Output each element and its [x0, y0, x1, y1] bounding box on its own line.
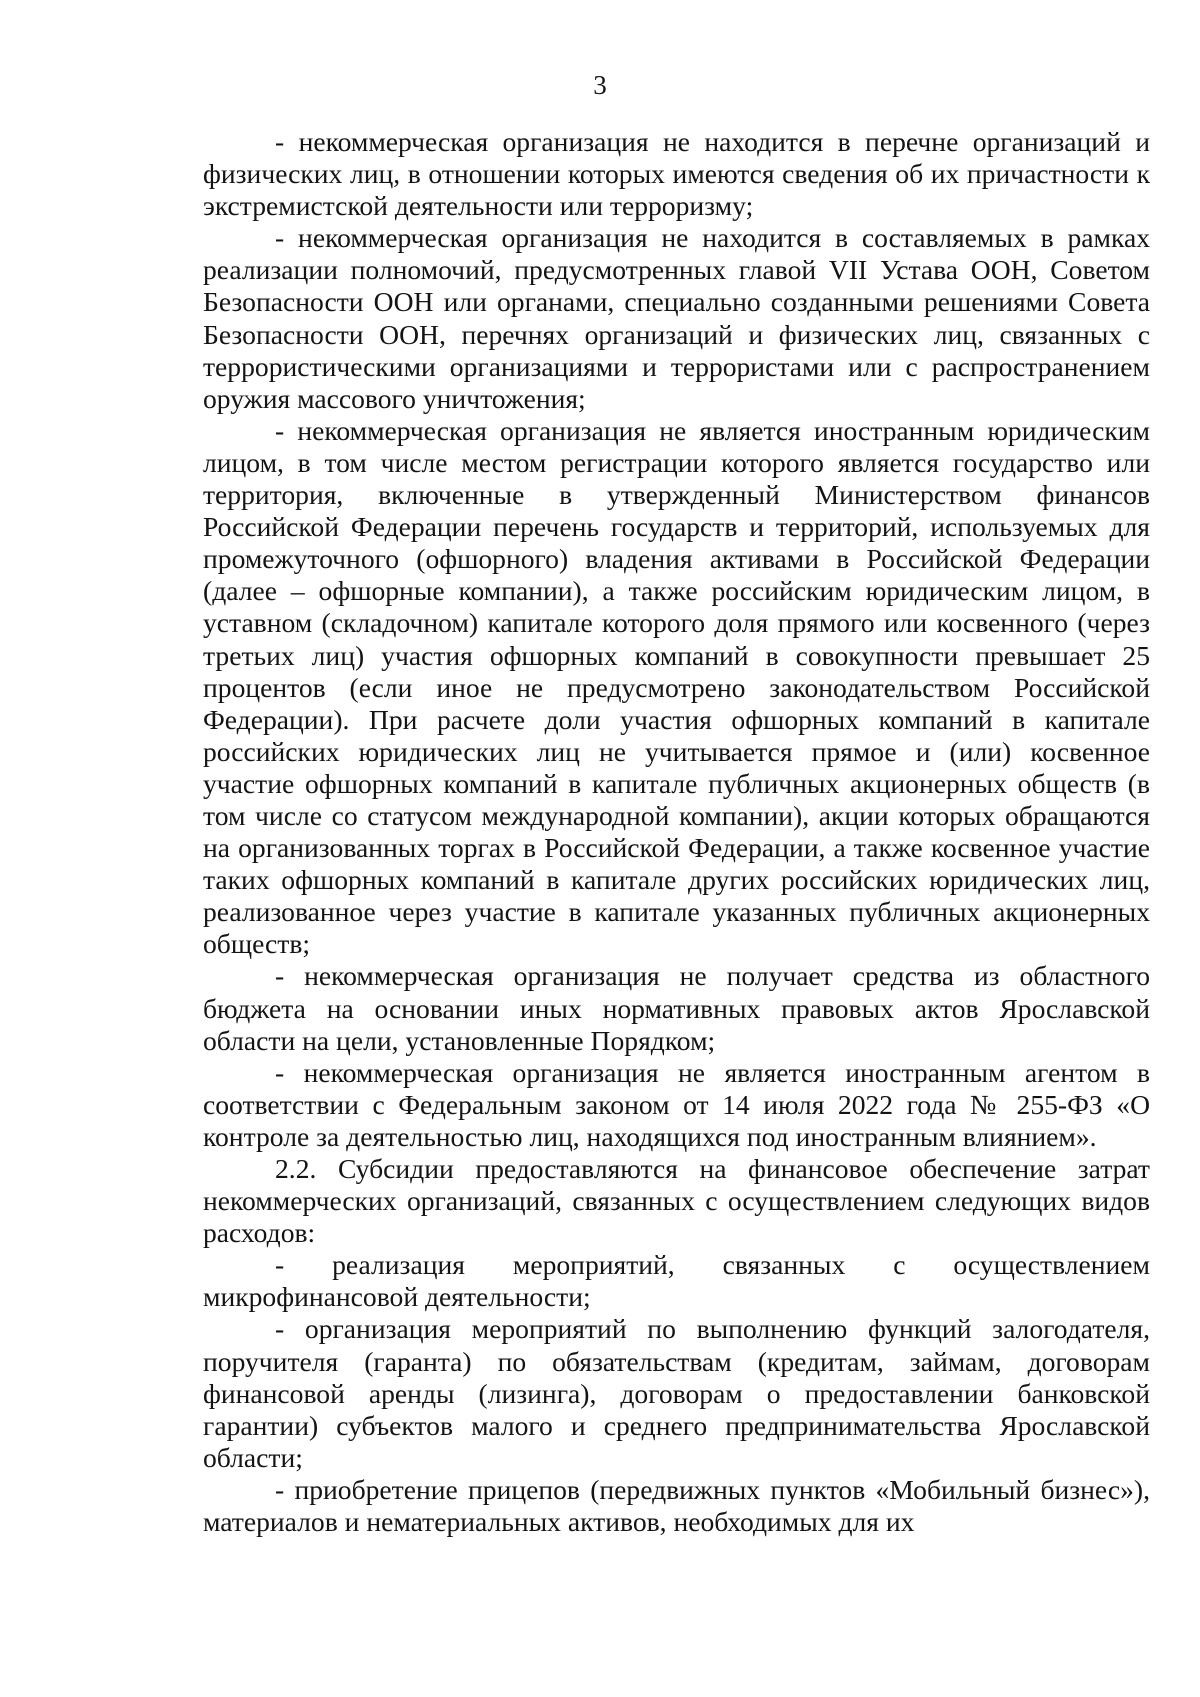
paragraph-offshore-companies: - некоммерческая организация не является иностранным юридическим лицом, в том числе местом регистрации которого является государство или территория, включенные в утвержденный Министерством финансов Российской Федерации перечень государств и территорий, используемых для промежуточного (офшорного) владения активами в Российской Федерации (далее – офшорные компании), а также российским юридическим лицом, в уставном (складочном) капитале которого доля прямого или косвенного (через третьих лиц) участия офшорных компаний в совокупности превышает 25 процентов (если иное не предусмотрено законодательством Российской Федерации). При расчете доли участия офшорных компаний в капитале российских юридических лиц не учитывается прямое и (или) косвенное участие офшорных компаний в капитале публичных акционерных обществ (в том числе со статусом международной компании), акции которых обращаются на организованных торгах в Российской Федерации, а также косвенное участие таких офшорных компаний в капитале других российских юридических лиц, реализованное через участие в капитале указанных публичных акционерных обществ; — [203, 414, 1150, 960]
document-body — [203, 126, 1150, 1538]
paragraph-guarantor-functions: - организация мероприятий по выполнению функций залогодателя, поручителя (гаранта) по обязательствам (кредитам, займам, договорам финансовой аренды (лизинга), договорам о предоставлении банковской гарантии) субъектов малого и среднего предпринимательства Ярославской области; — [203, 1313, 1150, 1473]
paragraph-mobile-business-trailers: - приобретение прицепов (передвижных пунктов «Мобильный бизнес»), материалов и нематериальных активов, необходимых для их — [203, 1473, 1150, 1538]
paragraph-regional-budget: - некоммерческая организация не получает средства из областного бюджета на основании иных нормативных правовых актов Ярославской области на цели, установленные Порядком; — [203, 960, 1150, 1056]
paragraph-microfinance: - реализация мероприятий, связанных с осуществлением микрофинансовой деятельности; — [203, 1249, 1150, 1313]
paragraph-un-security-council-list: - некоммерческая организация не находится в составляемых в рамках реализации полномочий, предусмотренных главой VII Устава ООН, Советом Безопасности ООН или органами, специально созданными решениями Совета Безопасности ООН, перечнях организаций и физических лиц, связанных с террористическими организациями и террористами или с распространением оружия массового уничтожения; — [203, 222, 1150, 414]
paragraph-foreign-agent: - некоммерческая организация не является иностранным агентом в соответствии с Федеральным законом от 14 июля 2022 года № 255-ФЗ «О контроле за деятельностью лиц, находящихся под иностранным влиянием». — [203, 1056, 1150, 1152]
paragraph-subsidies-2-2: 2.2. Субсидии предоставляются на финансовое обеспечение затрат некоммерческих организаций, связанных с осуществлением следующих видов расходов: — [203, 1153, 1150, 1249]
page-number: 3 — [593, 70, 607, 100]
paragraph-extremism-list: - некоммерческая организация не находится в перечне организаций и физических лиц, в отношении которых имеются сведения об их причастности к экстремистской деятельности или терроризму; — [203, 126, 1150, 222]
